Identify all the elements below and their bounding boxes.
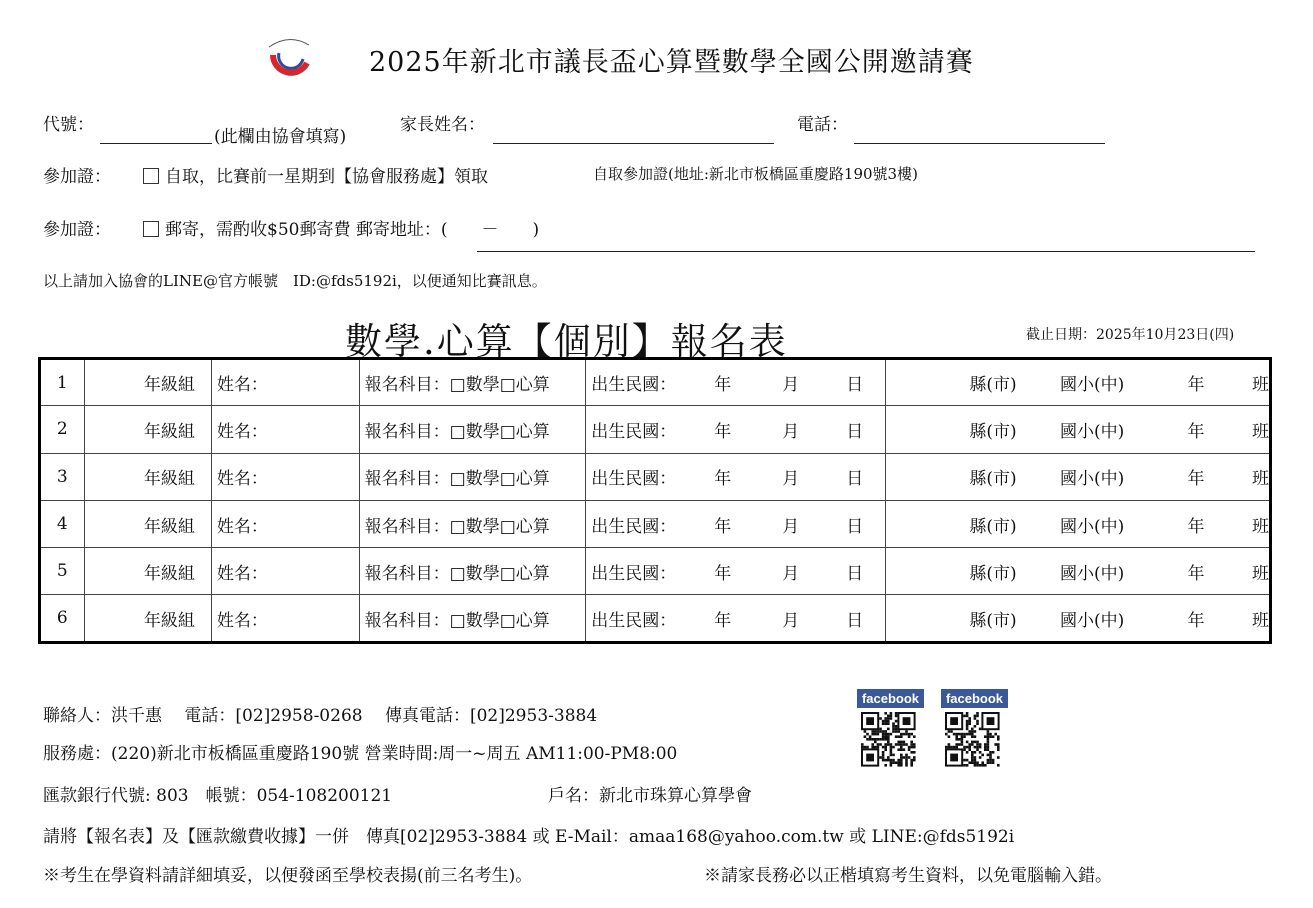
account-name: 戶名：新北市珠算心算學會: [548, 786, 752, 806]
county-label: 縣(市): [969, 563, 1017, 584]
row-number: 4: [40, 500, 85, 547]
school-label: 國小(中): [1059, 516, 1125, 537]
name-cell[interactable]: 姓名：: [211, 548, 359, 595]
birth-cell[interactable]: [586, 453, 886, 500]
birth-year-label: 年: [714, 421, 732, 442]
birth-year-label: 年: [714, 516, 732, 537]
school-label: 國小(中): [1059, 610, 1125, 631]
subject-cell[interactable]: 報名科目：□數學□心算: [359, 359, 586, 406]
code-field-line[interactable]: [100, 143, 212, 144]
name-cell[interactable]: 姓名：: [211, 359, 359, 406]
birth-day-label: 日: [846, 563, 864, 584]
birth-label: 出生民國：: [591, 375, 677, 396]
grade-group-cell[interactable]: 年級組: [84, 453, 211, 500]
pickup-note: 自取參加證(地址:新北市板橋區重慶路190號3樓): [593, 165, 918, 183]
grade-group-cell[interactable]: 年級組: [84, 595, 211, 642]
school-grade-label: 年: [1187, 563, 1205, 584]
facebook-qr-1[interactable]: [857, 689, 924, 768]
registration-title: 數學.心算【個別】報名表: [345, 320, 788, 363]
office-line: 服務處：(220)新北市板橋區重慶路190號 營業時間:周一~周五 AM11:00-PM8:00: [43, 744, 678, 764]
birth-month-label: 月: [782, 421, 800, 442]
row-number: 5: [40, 548, 85, 595]
class-label: 班: [1251, 421, 1269, 442]
birth-year-label: 年: [714, 610, 732, 631]
school-label: 國小(中): [1059, 563, 1125, 584]
pickup-checkbox[interactable]: [143, 168, 159, 184]
bank-code-line: 匯款銀行代號: 803 帳號：054-108200121: [43, 786, 393, 806]
name-cell[interactable]: 姓名：: [211, 406, 359, 453]
row-number: 1: [40, 359, 85, 406]
table-row: [40, 500, 1271, 547]
registration-table: [38, 357, 1272, 644]
code-label: 代號：: [43, 115, 94, 135]
school-grade-label: 年: [1187, 375, 1205, 396]
birth-label: 出生民國：: [591, 421, 677, 442]
birth-month-label: 月: [782, 516, 800, 537]
table-row: [40, 453, 1271, 500]
birth-day-label: 日: [846, 610, 864, 631]
table-row: [40, 359, 1271, 406]
parent-name-field-line[interactable]: [493, 143, 774, 144]
mail-checkbox[interactable]: [143, 221, 159, 237]
birth-cell[interactable]: [586, 359, 886, 406]
name-cell[interactable]: 姓名：: [211, 595, 359, 642]
birth-label: 出生民國：: [591, 563, 677, 584]
birth-day-label: 日: [846, 516, 864, 537]
birth-cell[interactable]: [586, 406, 886, 453]
subject-cell[interactable]: 報名科目：□數學□心算: [359, 500, 586, 547]
school-cell[interactable]: [885, 453, 1270, 500]
school-label: 國小(中): [1059, 469, 1125, 490]
county-label: 縣(市): [969, 469, 1017, 490]
birth-month-label: 月: [782, 375, 800, 396]
school-grade-label: 年: [1187, 421, 1205, 442]
note-left: ※考生在學資料請詳細填妥，以便發函至學校表揚(前三名考生)。: [43, 866, 533, 886]
birth-year-label: 年: [714, 375, 732, 396]
qr-code-icon: [941, 710, 1008, 768]
subject-cell[interactable]: 報名科目：□數學□心算: [359, 595, 586, 642]
birth-cell[interactable]: [586, 595, 886, 642]
mail-label: 參加證：: [43, 220, 111, 240]
county-label: 縣(市): [969, 375, 1017, 396]
class-label: 班: [1251, 375, 1269, 396]
school-grade-label: 年: [1187, 516, 1205, 537]
birth-label: 出生民國：: [591, 469, 677, 490]
table-row: [40, 548, 1271, 595]
birth-month-label: 月: [782, 563, 800, 584]
subject-cell[interactable]: 報名科目：□數學□心算: [359, 406, 586, 453]
mail-address-line[interactable]: [477, 251, 1255, 252]
parent-name-label: 家長姓名：: [400, 115, 485, 135]
school-cell[interactable]: [885, 500, 1270, 547]
school-cell[interactable]: [885, 548, 1270, 595]
association-logo: [265, 33, 313, 81]
school-grade-label: 年: [1187, 469, 1205, 490]
phone-field-line[interactable]: [854, 143, 1105, 144]
county-label: 縣(市): [969, 610, 1017, 631]
birth-month-label: 月: [782, 610, 800, 631]
contact-line: 聯絡人：洪千惠 電話：[02]2958-0268 傳真電話：[02]2953-3884: [43, 706, 598, 726]
mail-option[interactable]: [143, 215, 539, 240]
row-number: 3: [40, 453, 85, 500]
school-label: 國小(中): [1059, 375, 1125, 396]
name-cell[interactable]: 姓名：: [211, 453, 359, 500]
table-row: [40, 595, 1271, 642]
facebook-label: facebook: [857, 689, 924, 708]
birth-day-label: 日: [846, 421, 864, 442]
county-label: 縣(市): [969, 421, 1017, 442]
birth-day-label: 日: [846, 469, 864, 490]
class-label: 班: [1251, 563, 1269, 584]
pickup-option[interactable]: [143, 162, 488, 187]
birth-label: 出生民國：: [591, 610, 677, 631]
line-notice: 以上請加入協會的LINE@官方帳號 ID:@fds5192i，以便通知比賽訊息。: [43, 272, 547, 290]
page-title: 2025年新北市議長盃心算暨數學全國公開邀請賽: [369, 47, 974, 78]
school-cell[interactable]: [885, 595, 1270, 642]
class-label: 班: [1251, 610, 1269, 631]
school-label: 國小(中): [1059, 421, 1125, 442]
class-label: 班: [1251, 469, 1269, 490]
pickup-text: 自取，比賽前一星期到【協會服務處】領取: [165, 167, 488, 187]
mail-text: 郵寄，需酌收$50郵寄費 郵寄地址：( － ): [165, 220, 540, 240]
birth-month-label: 月: [782, 469, 800, 490]
birth-cell[interactable]: [586, 500, 886, 547]
row-number: 2: [40, 406, 85, 453]
grade-group-cell[interactable]: 年級組: [84, 548, 211, 595]
pickup-label: 參加證：: [43, 167, 111, 187]
phone-label: 電話：: [797, 115, 848, 135]
row-number: 6: [40, 595, 85, 642]
school-cell[interactable]: [885, 359, 1270, 406]
birth-cell[interactable]: [586, 548, 886, 595]
facebook-label: facebook: [941, 689, 1008, 708]
birth-label: 出生民國：: [591, 516, 677, 537]
submit-instructions: 請將【報名表】及【匯款繳費收據】一併 傳真[02]2953-3884 或 E-Mail：amaa168@yahoo.com.tw 或 LINE:@fds5192i: [43, 827, 1015, 847]
birth-day-label: 日: [846, 375, 864, 396]
school-grade-label: 年: [1187, 610, 1205, 631]
deadline: 截止日期：2025年10月23日(四): [1026, 327, 1235, 343]
class-label: 班: [1251, 516, 1269, 537]
birth-year-label: 年: [714, 469, 732, 490]
grade-group-cell[interactable]: 年級組: [84, 406, 211, 453]
subject-cell[interactable]: 報名科目：□數學□心算: [359, 453, 586, 500]
birth-year-label: 年: [714, 563, 732, 584]
name-cell[interactable]: 姓名：: [211, 500, 359, 547]
grade-group-cell[interactable]: 年級組: [84, 359, 211, 406]
code-note: (此欄由協會填寫): [214, 127, 347, 147]
facebook-qr-2[interactable]: [941, 689, 1008, 768]
table-row: [40, 406, 1271, 453]
county-label: 縣(市): [969, 516, 1017, 537]
subject-cell[interactable]: 報名科目：□數學□心算: [359, 548, 586, 595]
qr-code-icon: [857, 710, 924, 768]
note-right: ※請家長務必以正楷填寫考生資料，以免電腦輸入錯。: [704, 866, 1112, 886]
school-cell[interactable]: [885, 406, 1270, 453]
grade-group-cell[interactable]: 年級組: [84, 500, 211, 547]
